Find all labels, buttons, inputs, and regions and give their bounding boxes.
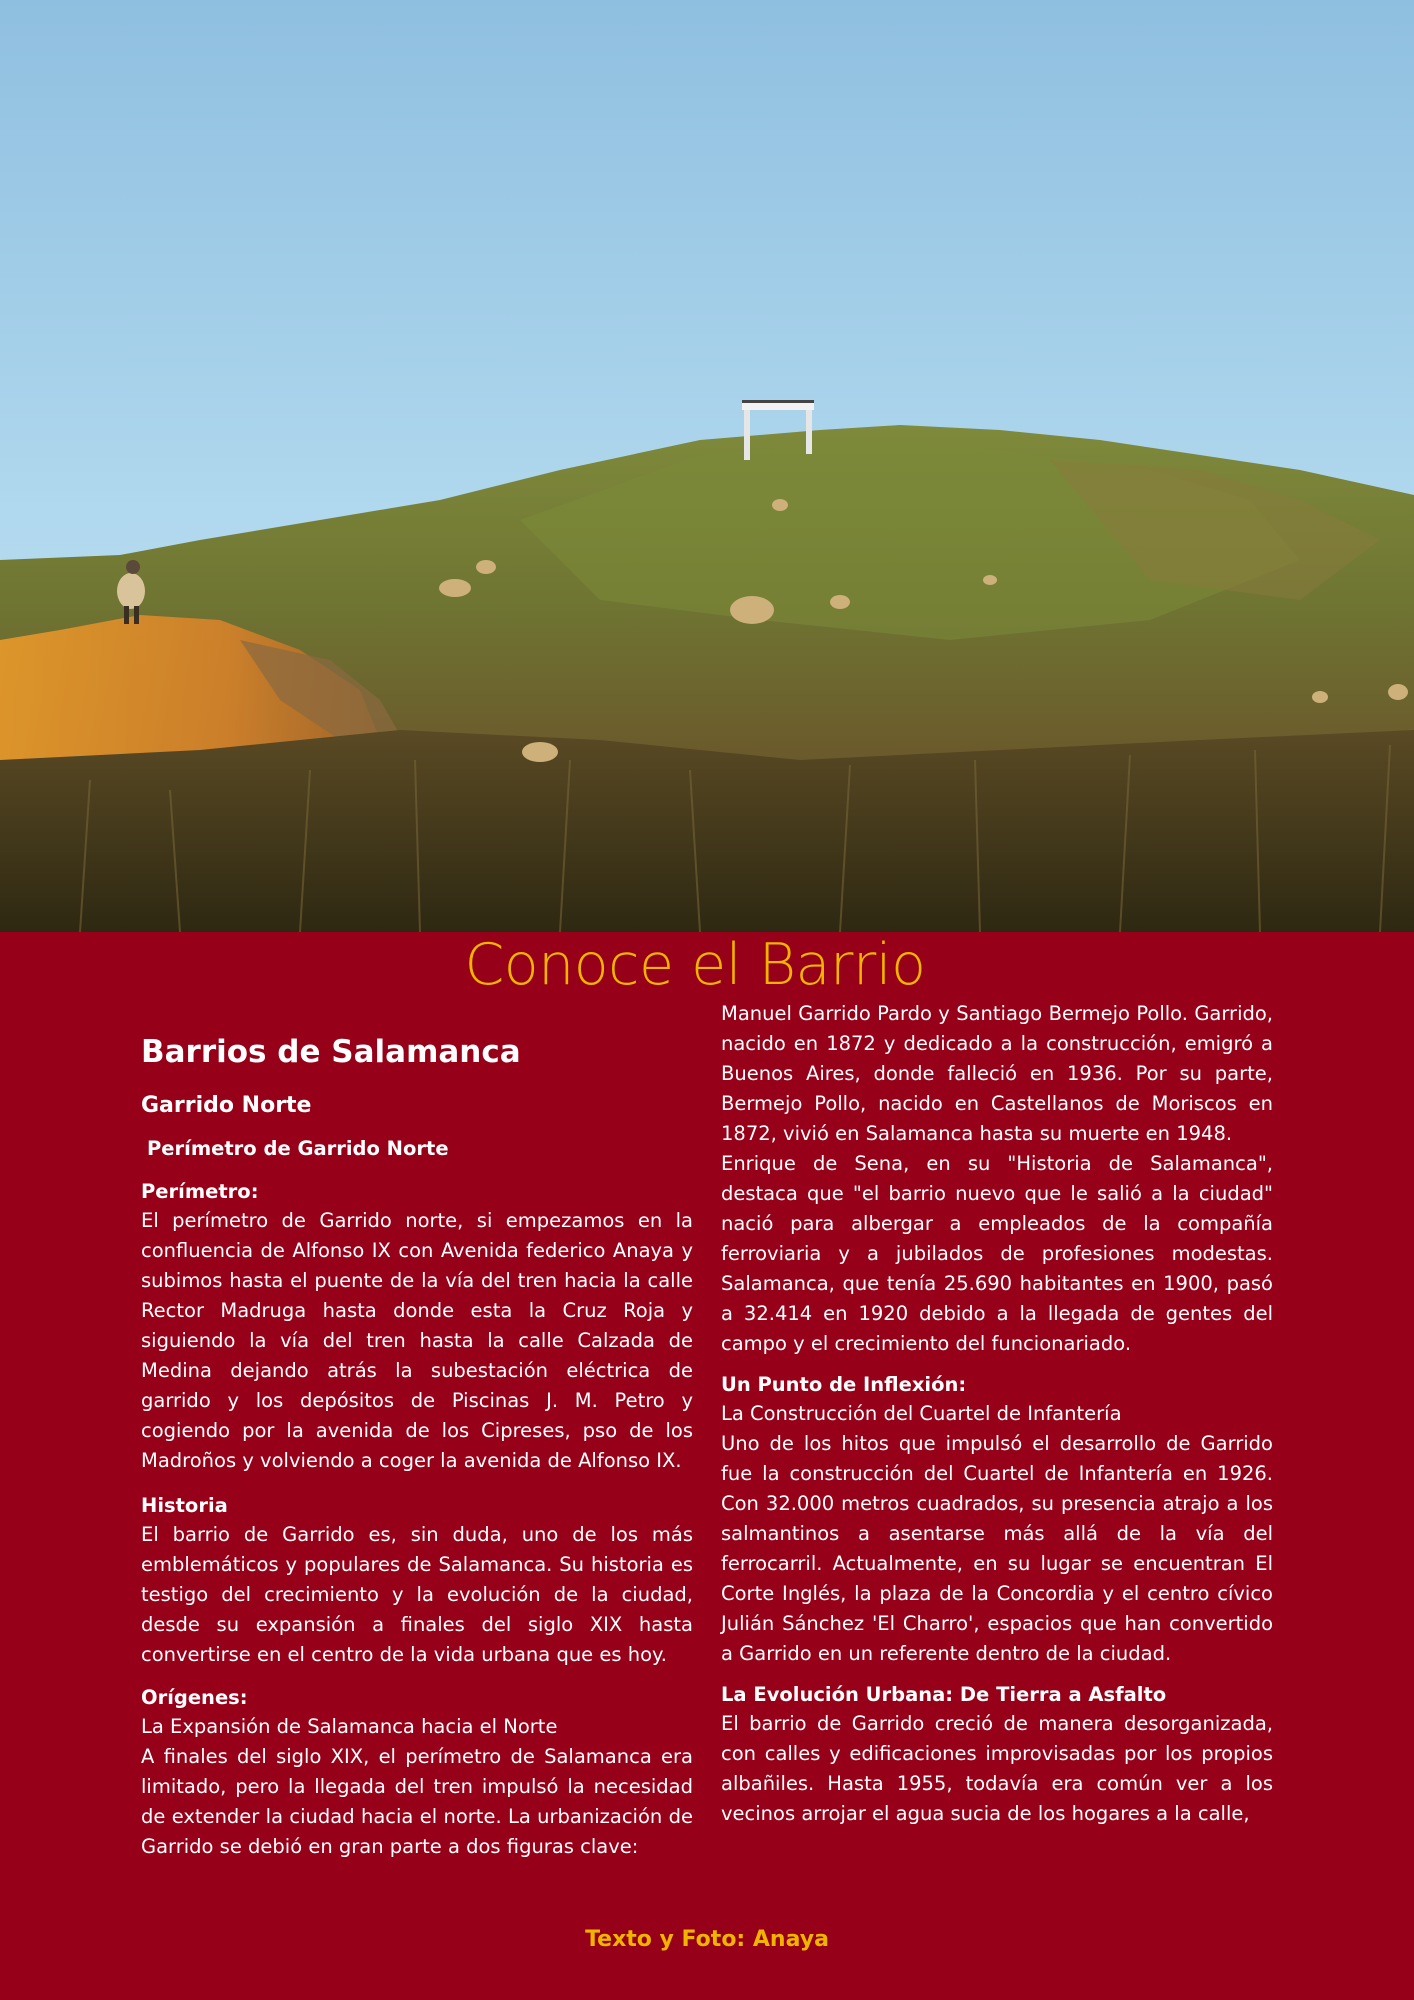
origenes-subtitle: La Expansión de Salamanca hacia el Norte — [141, 1715, 558, 1738]
evolucion-paragraph: El barrio de Garrido creció de manera desorganizada, con calles y edificaciones improvisadas por los propios albañiles. Hasta 1955, todavía era común ver a los vecinos arrojar el agua sucia de los hogares a la calle, — [721, 1712, 1273, 1825]
section-title: Perímetro de Garrido Norte — [147, 1137, 449, 1160]
historia-paragraph: El barrio de Garrido es, sin duda, uno de los más emblemáticos y populares de Salamanca. Su historia es testigo del crecimiento y la evolución de la ciudad, desde su expansión a finales del siglo XIX hasta convertirse en el centro de la vida urbana que es hoy. — [141, 1523, 693, 1666]
left-column — [141, 1032, 693, 1862]
article-heading: Barrios de Salamanca — [141, 1034, 521, 1070]
origenes-label: Orígenes: — [141, 1686, 248, 1709]
perimetro-label: Perímetro: — [141, 1180, 259, 1203]
inflexion-label: Un Punto de Inflexión: — [721, 1373, 967, 1396]
perimetro-paragraph: El perímetro de Garrido norte, si empezamos en la confluencia de Alfonso IX con Avenida federico Anaya y subimos hasta el puente de la vía del tren hacia la calle Rector Madruga hasta donde esta la Cruz Roja y siguiendo la vía del tren hasta la calle Calzada de Medina dejando atrás la subestación eléctrica de garrido y los depósitos de Piscinas J. M. Petro y cogiendo por la avenida de los Cipreses, pso de los Madroños y volviendo a coger la avenida de Alfonso IX. — [141, 1209, 693, 1472]
page-title: Conoce el Barrio — [464, 932, 926, 998]
inflexion-subtitle: La Construcción del Cuartel de Infantería — [721, 1402, 1122, 1425]
landscape-photo-icon — [0, 0, 1414, 932]
evolucion-label: La Evolución Urbana: De Tierra a Asfalto — [721, 1683, 1167, 1706]
sena-paragraph: Enrique de Sena, en su "Historia de Salamanca", destaca que "el barrio nuevo que le salió a la ciudad" nació para albergar a empleados de la compañía ferroviaria y a jubilados de profesiones modestas. Salamanca, que tenía 25.690 habitantes en 1900, pasó a 32.414 en 1920 debido a la llegada de gentes del campo y el crecimiento del funcionariado. — [721, 1152, 1273, 1355]
article-subheading: Garrido Norte — [141, 1093, 312, 1118]
figuras-paragraph: Manuel Garrido Pardo y Santiago Bermejo Pollo. Garrido, nacido en 1872 y dedicado a la construcción, emigró a Buenos Aires, donde falleció en 1936. Por su parte, Bermejo Pollo, nacido en Castellanos de Moriscos en 1872, vivió en Salamanca hasta su muerte en 1948. — [721, 1002, 1273, 1145]
inflexion-paragraph: Uno de los hitos que impulsó el desarrollo de Garrido fue la construcción del Cuartel de Infantería en 1926. Con 32.000 metros cuadrados, su presencia atrajo a los salmantinos a asentarse más allá de la vía del ferrocarril. Actualmente, en su lugar se encuentran El Corte Inglés, la plaza de la Concordia y el centro cívico Julián Sánchez 'El Charro', espacios que han convertido a Garrido en un referente dentro de la ciudad. — [721, 1432, 1273, 1665]
origenes-paragraph: A finales del siglo XIX, el perímetro de Salamanca era limitado, pero la llegada del tren impulsó la necesidad de extender la ciudad hacia el norte. La urbanización de Garrido se debió en gran parte a dos figuras clave: — [141, 1745, 693, 1858]
right-column — [721, 999, 1273, 1829]
hillside-photo — [0, 0, 1414, 932]
historia-label: Historia — [141, 1494, 228, 1517]
photo-credit: Texto y Foto: Anaya — [585, 1927, 829, 1952]
